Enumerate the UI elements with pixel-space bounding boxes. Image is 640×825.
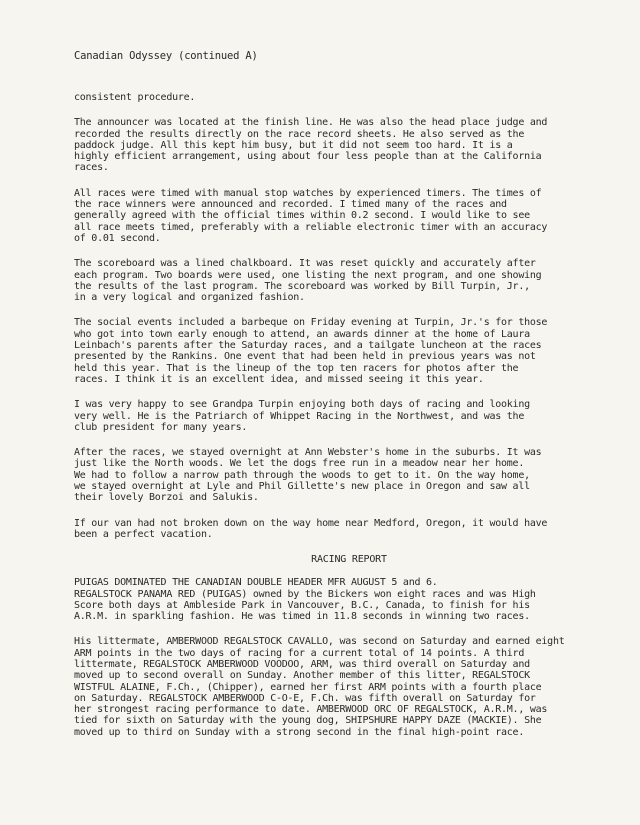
racing-report-heading: RACING REPORT xyxy=(311,554,387,566)
text-line: His littermate, AMBERWOOD REGALSTOCK CAVALLO, was second on Saturday and earned eight xyxy=(74,636,565,648)
text-line: All races were timed with manual stop watches by experienced timers. The times of xyxy=(74,187,542,199)
text-line: the results of the last program. The scoreboard was worked by Bill Turpin, Jr., xyxy=(74,280,530,292)
text-line: The social events included a barbeque on Friday evening at Turpin, Jr.'s for those xyxy=(74,317,548,329)
text-line: moved up to third on Sunday with a strong second in the final high-point race. xyxy=(74,726,525,738)
text-line: A.R.M. in sparkling fashion. He was timed in 11.8 seconds in winning two races. xyxy=(74,611,530,623)
paragraph xyxy=(74,577,604,622)
paragraph xyxy=(74,317,604,385)
paragraph xyxy=(74,399,604,433)
text-line: who got into town early enough to attend, an awards dinner at the home of Laura xyxy=(74,328,530,340)
text-line: After the races, we stayed overnight at Ann Webster's home in the suburbs. It was xyxy=(74,447,542,459)
text-line: races. xyxy=(74,162,109,174)
text-line: ARM points in the two days of racing for a current total of 14 points. A third xyxy=(74,647,525,659)
text-line: The announcer was located at the finish line. He was also the head place judge and xyxy=(74,117,548,129)
text-line: of 0.01 second. xyxy=(74,232,161,244)
page-header: Canadian Odyssey (continued A) xyxy=(74,50,258,62)
text-line: generally agreed with the official times within 0.2 second. I would like to see xyxy=(74,210,530,222)
text-line: just like the North woods. We let the dogs free run in a meadow near her home. xyxy=(74,458,525,470)
paragraph xyxy=(74,518,604,541)
paragraph xyxy=(74,92,604,103)
text-line: tied for sixth on Saturday with the young dog, SHIPSHURE HAPPY DAZE (MACKIE). She xyxy=(74,715,542,727)
text-line: moved up to second overall on Sunday. Another member of this litter, REGALSTOCK xyxy=(74,670,530,682)
text-line: held this year. That is the lineup of the top ten racers for photos after the xyxy=(74,362,519,374)
text-line: Score both days at Ambleside Park in Vancouver, B.C., Canada, to finish for his xyxy=(74,599,530,611)
text-line: presented by the Rankins. One event that had been held in previous years was not xyxy=(74,351,536,363)
paragraph xyxy=(74,636,604,738)
text-line: consistent procedure. xyxy=(74,92,196,103)
article-paragraphs xyxy=(74,92,604,540)
text-line: highly efficient arrangement, using about four less people than at the California xyxy=(74,151,542,163)
text-line: We had to follow a narrow path through the woods to get to it. On the way home, xyxy=(74,469,530,481)
document-body xyxy=(74,92,604,752)
text-line: very well. He is the Patriarch of Whippet Racing in the Northwest, and was the xyxy=(74,410,525,422)
text-line: in a very logical and organized fashion. xyxy=(74,292,305,304)
text-line: races. I think it is an excellent idea, and missed seeing it this year. xyxy=(74,373,484,385)
text-line: paddock judge. All this kept him busy, but it did not seem too hard. It is a xyxy=(74,139,513,151)
paragraph xyxy=(74,188,604,244)
paragraph xyxy=(74,258,604,303)
text-line: all race meets timed, preferably with a reliable electronic timer with an accuracy xyxy=(74,221,548,233)
text-line: been a perfect vacation. xyxy=(74,528,213,540)
text-line: we stayed overnight at Lyle and Phil Gillette's new place in Oregon and saw all xyxy=(74,481,530,493)
text-line: littermate, REGALSTOCK AMBERWOOD VOODOO, ARM, was third overall on Saturday and xyxy=(74,658,530,670)
text-line: If our van had not broken down on the way home near Medford, Oregon, it would have xyxy=(74,517,548,529)
text-line: club president for many years. xyxy=(74,421,248,433)
text-line: the race winners were announced and recorded. I timed many of the races and xyxy=(74,199,507,211)
text-line: their lovely Borzoi and Salukis. xyxy=(74,492,259,504)
text-line: PUIGAS DOMINATED THE CANADIAN DOUBLE HEADER MFR AUGUST 5 and 6. xyxy=(74,577,438,589)
paragraph xyxy=(74,117,604,173)
paragraph xyxy=(74,447,604,503)
text-line: Leinbach's parents after the Saturday races, and a tailgate luncheon at the races xyxy=(74,340,542,352)
text-line: I was very happy to see Grandpa Turpin enjoying both days of racing and looking xyxy=(74,399,530,411)
text-line: WISTFUL ALAINE, F.Ch., (Chipper), earned her first ARM points with a fourth place xyxy=(74,681,542,693)
text-line: each program. Two boards were used, one listing the next program, and one showing xyxy=(74,269,542,281)
text-line: recorded the results directly on the race record sheets. He also served as the xyxy=(74,128,525,140)
text-line: on Saturday. REGALSTOCK AMBERWOOD C-O-E, F.Ch. was fifth overall on Saturday for xyxy=(74,692,536,704)
text-line: The scoreboard was a lined chalkboard. It was reset quickly and accurately after xyxy=(74,258,536,270)
racing-report-paragraphs xyxy=(74,577,604,738)
text-line: her strongest racing performance to date. AMBERWOOD ORC OF REGALSTOCK, A.R.M., was xyxy=(74,704,548,716)
text-line: REGALSTOCK PANAMA RED (PUIGAS) owned by the Bickers won eight races and was High xyxy=(74,588,536,600)
